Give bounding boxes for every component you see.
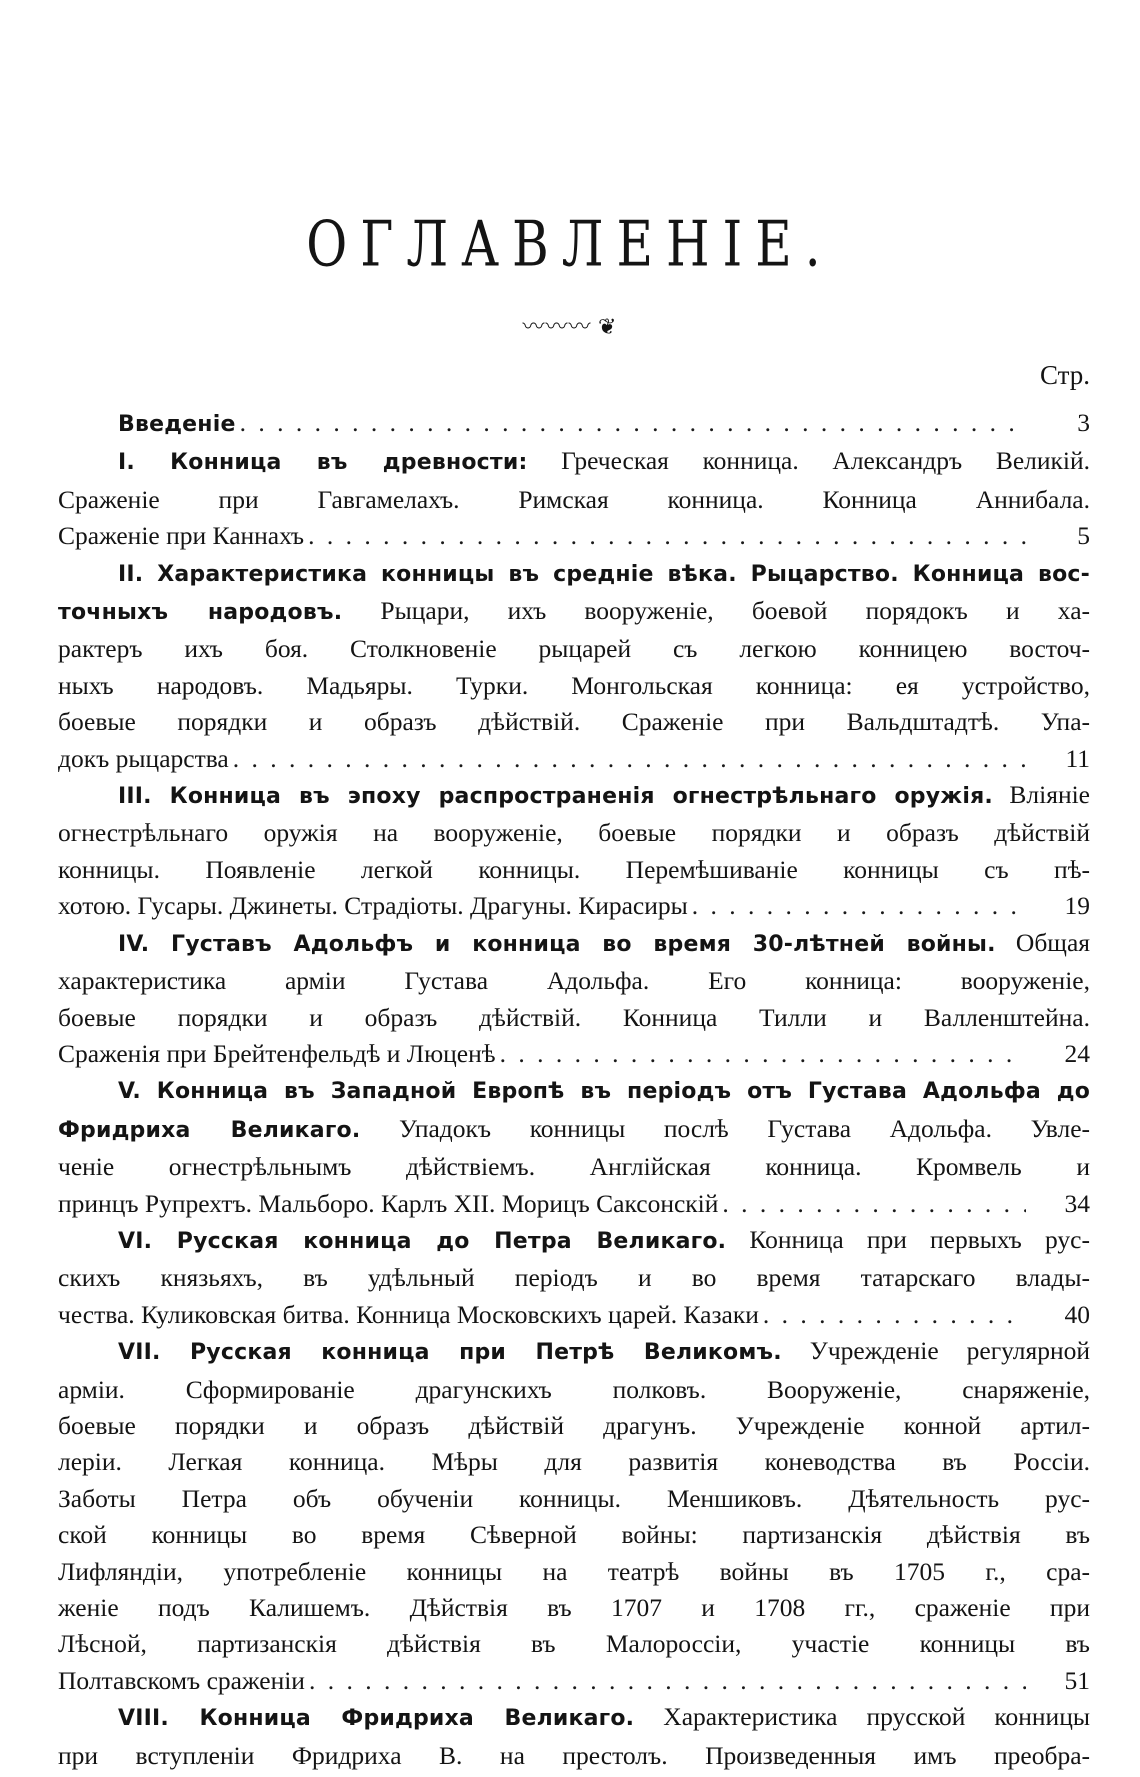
chapter-heading: VIII. Конница Фридриха Великаго.: [118, 1706, 635, 1732]
page-number: 34: [1064, 1188, 1090, 1218]
leader-dots: [722, 1186, 1026, 1222]
chapter-heading: Фридриха Великаго.: [58, 1117, 361, 1143]
toc-line: [58, 1408, 1090, 1444]
toc-line: [58, 555, 1090, 593]
toc-line: [58, 963, 1090, 999]
toc-line: [58, 482, 1090, 518]
page-number: 19: [1064, 891, 1090, 921]
leader-dots: [692, 888, 1026, 924]
chapter-text: Упадокъ конницы послѣ Густава Адольфа. Увле-: [360, 1113, 1091, 1143]
toc-line: [58, 1111, 1090, 1149]
toc-line: [58, 1554, 1090, 1590]
toc-line: [58, 1481, 1090, 1517]
chapter-text: при вступленiи Фридриха В. на престолъ. Произведенныя имъ преобра-: [58, 1740, 1091, 1770]
table-of-contents: [58, 405, 1090, 1774]
toc-line: [58, 1626, 1090, 1662]
toc-line: [58, 1663, 1090, 1699]
chapter-text: Сраженiе при Каннахъ: [58, 521, 305, 551]
page-column-header: Стр.: [1039, 360, 1090, 390]
chapter-text: ской конницы во время Сѣверной войны: партизанскiя дѣйствiя въ: [58, 1520, 1091, 1550]
chapter-text: Сраженiя при Брейтенфельдѣ и Люценѣ: [58, 1038, 496, 1068]
toc-line: [58, 1297, 1090, 1333]
toc-line: [58, 925, 1090, 963]
chapter-heading: Введенiе: [118, 412, 236, 437]
toc-entry: [58, 1222, 1090, 1333]
chapter-text: огнестрѣльнаго оружiя на вооруженiе, боевые порядки и образъ дѣйствiй: [58, 818, 1090, 848]
chapter-text: боевые порядки и образъ дѣйствiй. Конница Тилли и Валленштейна.: [58, 1002, 1090, 1032]
leader-dots: [763, 1297, 1026, 1333]
leader-dots: [500, 1036, 1026, 1072]
title-ornament: 〰〰〰 ❦: [522, 314, 618, 339]
toc-line: [58, 631, 1090, 667]
toc-line: [58, 1072, 1090, 1110]
chapter-text: принцъ Рупрехтъ. Мальборо. Карлъ XII. Морицъ Саксонскiй: [58, 1188, 719, 1218]
chapter-text: чества. Куликовская битва. Конница Московскихъ царей. Казаки: [58, 1299, 759, 1329]
chapter-heading: VI. Русская конница до Петра Великаго.: [118, 1228, 727, 1254]
chapter-text: Учрежденiе регулярной: [781, 1336, 1091, 1366]
page-number: 24: [1064, 1038, 1090, 1068]
chapter-text: Влiянiе: [992, 780, 1091, 810]
toc-line: [58, 1699, 1090, 1737]
toc-line: [58, 1222, 1090, 1260]
toc-line: [58, 1444, 1090, 1480]
toc-line: [58, 593, 1090, 631]
toc-line: [58, 518, 1090, 554]
toc-line: [58, 1517, 1090, 1553]
leader-dots: [233, 741, 1026, 777]
chapter-heading: IV. Густавъ Адольфъ и конница во время 30-лѣтней войны.: [118, 931, 996, 957]
chapter-text: Греческая конница. Александръ Великiй.: [527, 446, 1091, 476]
chapter-heading: II. Характеристика конницы въ среднiе вѣка. Рыцарство. Конница вос-: [118, 561, 1090, 587]
toc-line: [58, 1036, 1090, 1072]
chapter-text: хотою. Гусары. Джинеты. Страдiоты. Драгуны. Кирасиры: [58, 891, 688, 921]
chapter-text: Полтавскомъ сраженiи: [58, 1665, 305, 1695]
chapter-text: характеристика армiи Густава Адольфа. Его конница: вооруженiе,: [58, 966, 1090, 996]
toc-line: [58, 852, 1090, 888]
chapter-text: Заботы Петра объ обученiи конницы. Меншиковъ. Дѣятельность рус-: [58, 1483, 1091, 1513]
chapter-text: Сраженiе при Гавгамелахъ. Римская конница. Конница Аннибала.: [58, 484, 1090, 514]
chapter-text: ныхъ народовъ. Мадьяры. Турки. Монгольская конница: ея устройство,: [58, 670, 1090, 700]
toc-entry: [58, 555, 1090, 777]
chapter-text: боевые порядки и образъ дѣйствiй драгунъ. Учрежденiе конной артил-: [58, 1410, 1091, 1440]
leader-dots: [240, 405, 1026, 441]
chapter-heading: III. Конница въ эпоху распространенiя огнестрѣльнаго оружiя.: [118, 784, 993, 810]
toc-entry: [58, 1699, 1090, 1774]
page-title: ОГЛАВЛЕНIЕ.: [306, 208, 834, 281]
chapter-text: рактеръ ихъ боя. Столкновенiе рыцарей съ легкою конницею восточ-: [58, 634, 1091, 664]
toc-line: [58, 1149, 1090, 1185]
chapter-text: армiи. Сформированiе драгунскихъ полковъ. Вооруженiе, снаряженiе,: [58, 1374, 1091, 1404]
chapter-text: женiе подъ Калишемъ. Дѣйствiя въ 1707 и 1708 гг., сраженiе при: [58, 1593, 1090, 1622]
toc-line: [58, 1590, 1090, 1626]
page-number: 40: [1064, 1299, 1090, 1329]
chapter-heading: V. Конница въ Западной Европѣ въ перiодъ отъ Густава Адольфа до: [118, 1079, 1091, 1105]
toc-entry: [58, 1333, 1090, 1699]
toc-entry: [58, 777, 1090, 925]
toc-line: [58, 1186, 1090, 1222]
chapter-text: Конница при первыхъ рус-: [726, 1224, 1090, 1254]
toc-line: [58, 405, 1090, 443]
toc-entry: [58, 443, 1090, 554]
toc-line: [58, 777, 1090, 815]
page-number: 5: [1077, 521, 1090, 551]
page-number: 51: [1064, 1665, 1090, 1695]
toc-entry: [58, 925, 1090, 1073]
chapter-text: скихъ князьяхъ, въ удѣльный перiодъ и во время татарскаго влады-: [58, 1263, 1090, 1293]
chapter-text: Лифляндiи, употребленiе конницы на театрѣ войны въ 1705 г., сра-: [58, 1556, 1091, 1586]
chapter-text: Рыцари, ихъ вооруженiе, боевой порядокъ и ха-: [342, 596, 1091, 626]
toc-line: [58, 443, 1090, 481]
chapter-text: лерiи. Легкая конница. Мѣры для развитiя коневодства въ Россiи.: [58, 1447, 1091, 1477]
toc-entry: [58, 1072, 1090, 1222]
chapter-text: ченiе огнестрѣльнымъ дѣйствiемъ. Англiйская конница. Кромвель и: [58, 1152, 1091, 1182]
page-number: 3: [1077, 408, 1090, 437]
chapter-heading: VII. Русская конница при Петрѣ Великомъ.: [118, 1340, 782, 1366]
chapter-text: конницы. Появленiе легкой конницы. Перемѣшиванiе конницы съ пѣ-: [58, 854, 1091, 884]
toc-line: [58, 704, 1090, 740]
chapter-text: докъ рыцарства: [58, 743, 229, 773]
toc-line: [58, 888, 1090, 924]
toc-line: [58, 1333, 1090, 1371]
chapter-text: Лѣсной, партизанскiя дѣйствiя въ Малороссiи, участiе конницы въ: [58, 1629, 1090, 1659]
chapter-text: Характеристика прусской конницы: [634, 1702, 1090, 1732]
toc-line: [58, 1372, 1090, 1408]
toc-line: [58, 741, 1090, 777]
toc-line: [58, 668, 1090, 704]
toc-line: [58, 1738, 1090, 1774]
toc-line: [58, 1000, 1090, 1036]
chapter-text: Общая: [995, 927, 1090, 957]
toc-entry: [58, 405, 1090, 443]
chapter-heading: точныхъ народовъ.: [58, 600, 343, 626]
leader-dots: [308, 518, 1026, 554]
chapter-text: боевые порядки и образъ дѣйствiй. Сраженiе при Вальдштадтѣ. Упа-: [58, 707, 1091, 737]
page-number: 11: [1065, 743, 1090, 773]
chapter-heading: I. Конница въ древности:: [118, 450, 528, 476]
leader-dots: [309, 1663, 1026, 1699]
toc-line: [58, 815, 1090, 851]
toc-line: [58, 1260, 1090, 1296]
